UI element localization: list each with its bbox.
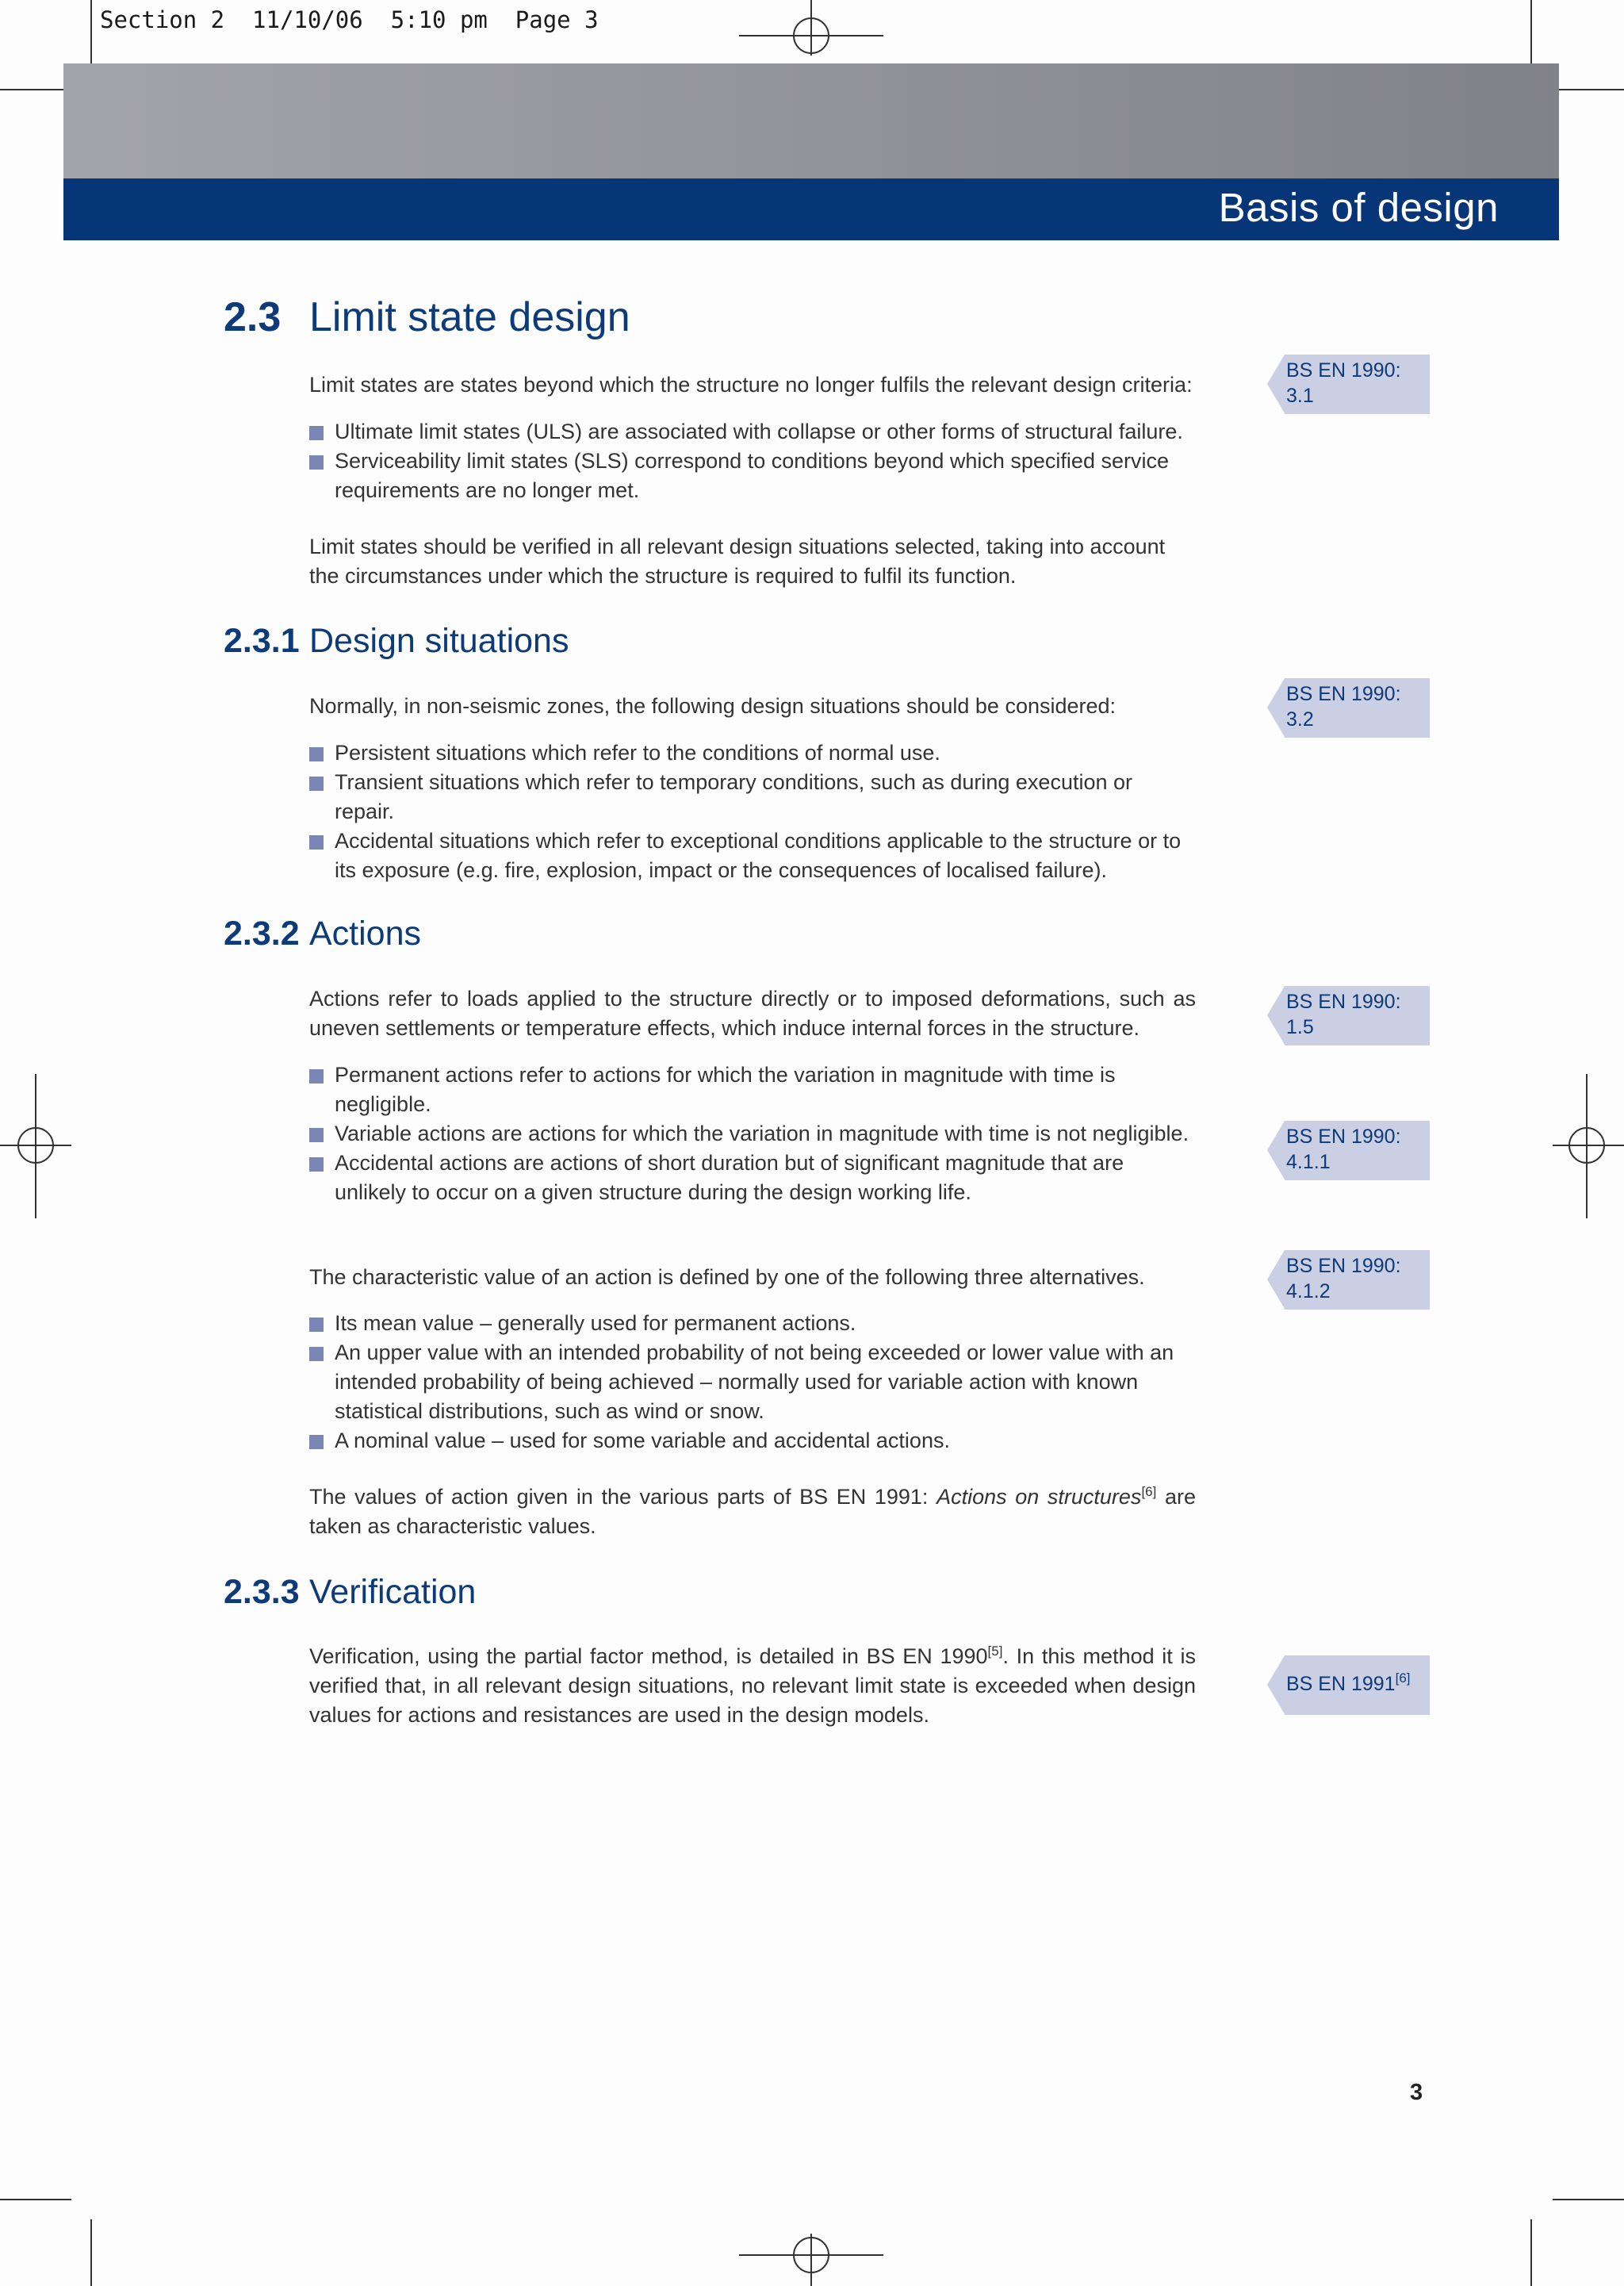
paragraph: The characteristic value of an action is defined by one of the following three alternatives.	[309, 1265, 1145, 1289]
margin-reference-tag	[1285, 1655, 1430, 1715]
tag-line: BS EN 1990:	[1286, 359, 1401, 382]
registration-mark	[793, 17, 829, 54]
paragraph: Limit states are states beyond which the structure no longer fulfils the relevant design criteria:	[309, 373, 1193, 397]
tag-line: 1.5	[1286, 1016, 1314, 1038]
bullet-list	[309, 417, 1196, 505]
bullet-list	[309, 738, 1196, 885]
margin-reference-tag	[1285, 1121, 1430, 1180]
list-item: Transient situations which refer to temporary conditions, such as during execution or repair.	[309, 768, 1196, 827]
section-heading-2-3-2	[224, 915, 421, 953]
registration-mark	[1568, 1127, 1605, 1164]
section-title: Design situations	[309, 622, 569, 660]
bullet-list	[309, 1309, 1196, 1456]
text-run: . In this method it is verified that, in all relevant design situations, no relevant limit state is exceeded when design values for actions and resistances are used in the design models.	[309, 1644, 1196, 1727]
tag-line: BS EN 1990:	[1286, 1255, 1401, 1277]
crop-mark	[0, 2199, 71, 2200]
printer-slug: Section 2 11/10/06 5:10 pm Page 3	[100, 6, 599, 33]
registration-mark	[793, 2237, 829, 2273]
section-number: 2.3.3	[224, 1573, 300, 1611]
tag-line: BS EN 1990:	[1286, 1126, 1401, 1148]
tag-line: BS EN 1990:	[1286, 683, 1401, 705]
bullet-list	[309, 1061, 1196, 1207]
crop-mark	[1553, 2199, 1624, 2200]
tag-line: 4.1.1	[1286, 1151, 1331, 1173]
list-item: Variable actions are actions for which the variation in magnitude with time is not negligible.	[309, 1119, 1196, 1149]
paragraph	[309, 1482, 1196, 1541]
section-title: Actions	[309, 915, 422, 953]
tag-line: BS EN 1991	[1286, 1673, 1396, 1695]
crop-mark	[0, 89, 71, 90]
list-item: Serviceability limit states (SLS) correspond to conditions beyond which specified service requirements are no longer met.	[309, 447, 1196, 505]
margin-reference-tag	[1285, 355, 1430, 414]
list-item: An upper value with an intended probability of not being exceeded or lower value with an intended probability of being achieved – normally used for variable action with known statistical distributions, such as wind or snow.	[309, 1338, 1196, 1426]
section-number: 2.3.2	[224, 915, 300, 953]
margin-reference-tag	[1285, 986, 1430, 1045]
crop-mark	[90, 0, 92, 67]
list-item: A nominal value – used for some variable and accidental actions.	[309, 1426, 1196, 1456]
crop-mark	[1553, 89, 1624, 90]
section-title: Limit state design	[309, 294, 630, 340]
text-run: The values of action given in the various parts of BS EN 1991:	[309, 1485, 937, 1509]
tag-line: 3.2	[1286, 708, 1314, 731]
registration-mark	[17, 1127, 54, 1164]
list-item: Accidental situations which refer to exceptional conditions applicable to the structure or to its exposure (e.g. fire, explosion, impact or the consequences of localised failure).	[309, 827, 1196, 885]
crop-mark	[90, 2219, 92, 2286]
reference-marker: [5]	[987, 1644, 1003, 1659]
tag-line: 3.1	[1286, 385, 1314, 407]
crop-mark	[1530, 2219, 1532, 2286]
publication-title: Actions on structures	[936, 1485, 1142, 1509]
list-item: Ultimate limit states (ULS) are associated with collapse or other forms of structural failure.	[309, 417, 1196, 447]
tag-line: 4.1.2	[1286, 1280, 1331, 1302]
page-number: 3	[1410, 2080, 1423, 2105]
reference-marker: [6]	[1395, 1670, 1411, 1686]
list-item: Persistent situations which refer to the conditions of normal use.	[309, 738, 1196, 768]
text-run: are taken as characteristic values.	[309, 1485, 1196, 1538]
list-item: Accidental actions are actions of short duration but of significant magnitude that are unlikely to occur on a given structure during the design working life.	[309, 1149, 1196, 1207]
paragraph: Normally, in non-seismic zones, the following design situations should be considered:	[309, 694, 1116, 718]
chapter-title: Basis of design	[1218, 185, 1499, 230]
section-number: 2.3	[224, 294, 282, 340]
margin-reference-tag	[1285, 678, 1430, 738]
margin-reference-tag	[1285, 1250, 1430, 1310]
section-heading-2-3-3	[224, 1573, 476, 1612]
crop-mark	[1530, 0, 1532, 67]
text-run: Verification, using the partial factor method, is detailed in BS EN 1990	[309, 1644, 988, 1668]
section-heading-2-3	[224, 293, 630, 341]
reference-marker: [6]	[1141, 1484, 1157, 1499]
list-item: Its mean value – generally used for permanent actions.	[309, 1309, 1196, 1338]
section-title: Verification	[309, 1573, 477, 1611]
paragraph: Actions refer to loads applied to the structure directly or to imposed deformations, such as uneven settlements or temperature effects, which induce internal forces in the structure.	[309, 987, 1196, 1040]
section-heading-2-3-1	[224, 622, 569, 661]
section-number: 2.3.1	[224, 622, 300, 660]
paragraph: Limit states should be verified in all relevant design situations selected, taking into account the circumstances under which the structure is required to fulfil its function.	[309, 535, 1166, 588]
header-grey-band	[63, 63, 1559, 178]
tag-line: BS EN 1990:	[1286, 991, 1401, 1013]
paragraph	[309, 1642, 1196, 1730]
list-item: Permanent actions refer to actions for which the variation in magnitude with time is negligible.	[309, 1061, 1196, 1119]
